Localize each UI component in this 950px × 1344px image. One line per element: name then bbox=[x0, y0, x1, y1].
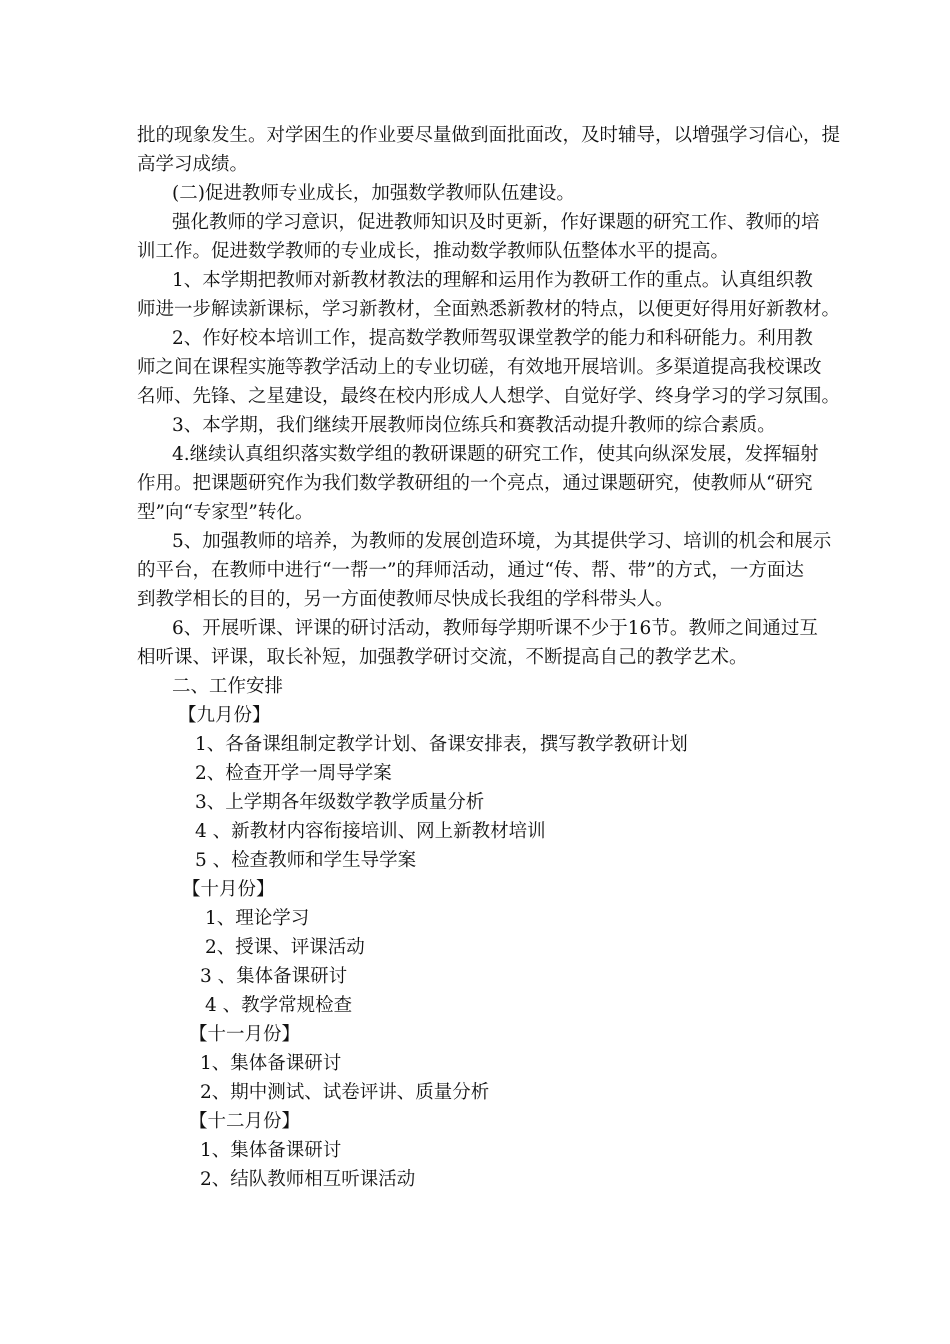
paragraph-line: 师进一步解读新课标，学习新教材，全面熟悉新教材的特点，以便更好得用好新教材。 bbox=[137, 299, 841, 320]
paragraph-line: 1、本学期把教师对新教材教法的理解和运用作为教研工作的重点。认真组织教 bbox=[172, 270, 813, 291]
list-item: 1、理论学习 bbox=[205, 908, 310, 929]
paragraph-line: 型”向“专家型”转化。 bbox=[137, 502, 314, 523]
list-item: 2、检查开学一周导学案 bbox=[195, 763, 392, 784]
paragraph-line: 4.继续认真组织落实数学组的教研课题的研究工作，使其向纵深发展，发挥辐射 bbox=[172, 444, 819, 465]
list-item: 1、集体备课研讨 bbox=[200, 1053, 342, 1074]
paragraph-line: 训工作。促进数学教师的专业成长，推动数学教师队伍整体水平的提高。 bbox=[137, 241, 730, 262]
list-item: 2、授课、评课活动 bbox=[205, 937, 365, 958]
list-item: 2、期中测试、试卷评讲、质量分析 bbox=[200, 1082, 490, 1103]
month-heading: 【十一月份】 bbox=[189, 1024, 301, 1045]
paragraph-line: 强化教师的学习意识，促进教师知识及时更新，作好课题的研究工作、教师的培 bbox=[172, 212, 820, 233]
paragraph-line: 2、作好校本培训工作，提高数学教师驾驭课堂教学的能力和科研能力。利用教 bbox=[172, 328, 813, 349]
section-heading: (二)促进教师专业成长，加强数学教师队伍建设。 bbox=[172, 183, 575, 204]
section-heading: 二、工作安排 bbox=[172, 676, 284, 697]
list-item: 5 、检查教师和学生导学案 bbox=[195, 850, 417, 871]
paragraph-line: 到教学相长的目的，另一方面使教师尽快成长我组的学科带头人。 bbox=[137, 589, 674, 610]
list-item: 1、集体备课研讨 bbox=[200, 1140, 342, 1161]
month-heading: 【十二月份】 bbox=[189, 1111, 301, 1132]
month-heading: 【十月份】 bbox=[182, 879, 275, 900]
paragraph-line: 6、开展听课、评课的研讨活动，教师每学期听课不少于16节。教师之间通过互 bbox=[172, 618, 818, 639]
list-item: 4 、新教材内容衔接培训、网上新教材培训 bbox=[195, 821, 546, 842]
paragraph-line: 师之间在课程实施等教学活动上的专业切磋，有效地开展培训。多渠道提高我校课改 bbox=[137, 357, 822, 378]
paragraph-line: 高学习成绩。 bbox=[137, 154, 249, 175]
paragraph-line: 5、加强教师的培养，为教师的发展创造环境，为其提供学习、培训的机会和展示 bbox=[172, 531, 832, 552]
paragraph-line: 作用。把课题研究作为我们数学教研组的一个亮点，通过课题研究，使教师从“研究 bbox=[137, 473, 813, 494]
list-item: 3、上学期各年级数学教学质量分析 bbox=[195, 792, 485, 813]
list-item: 1、各备课组制定教学计划、备课安排表，撰写教学教研计划 bbox=[195, 734, 688, 755]
month-heading: 【九月份】 bbox=[178, 705, 271, 726]
paragraph-line: 的平台，在教师中进行“一帮一”的拜师活动，通过“传、帮、带”的方式，一方面达 bbox=[137, 560, 804, 581]
paragraph-line: 批的现象发生。对学困生的作业要尽量做到面批面改，及时辅导，以增强学习信心，提 bbox=[137, 125, 841, 146]
paragraph-line: 名师、先锋、之星建设，最终在校内形成人人想学、自觉好学、终身学习的学习氛围。 bbox=[137, 386, 841, 407]
paragraph-line: 相听课、评课，取长补短，加强教学研讨交流，不断提高自己的教学艺术。 bbox=[137, 647, 748, 668]
list-item: 4 、教学常规检查 bbox=[205, 995, 353, 1016]
list-item: 3 、集体备课研讨 bbox=[200, 966, 348, 987]
list-item: 2、结队教师相互听课活动 bbox=[200, 1169, 416, 1190]
paragraph-line: 3、本学期，我们继续开展教师岗位练兵和赛教活动提升教师的综合素质。 bbox=[172, 415, 776, 436]
